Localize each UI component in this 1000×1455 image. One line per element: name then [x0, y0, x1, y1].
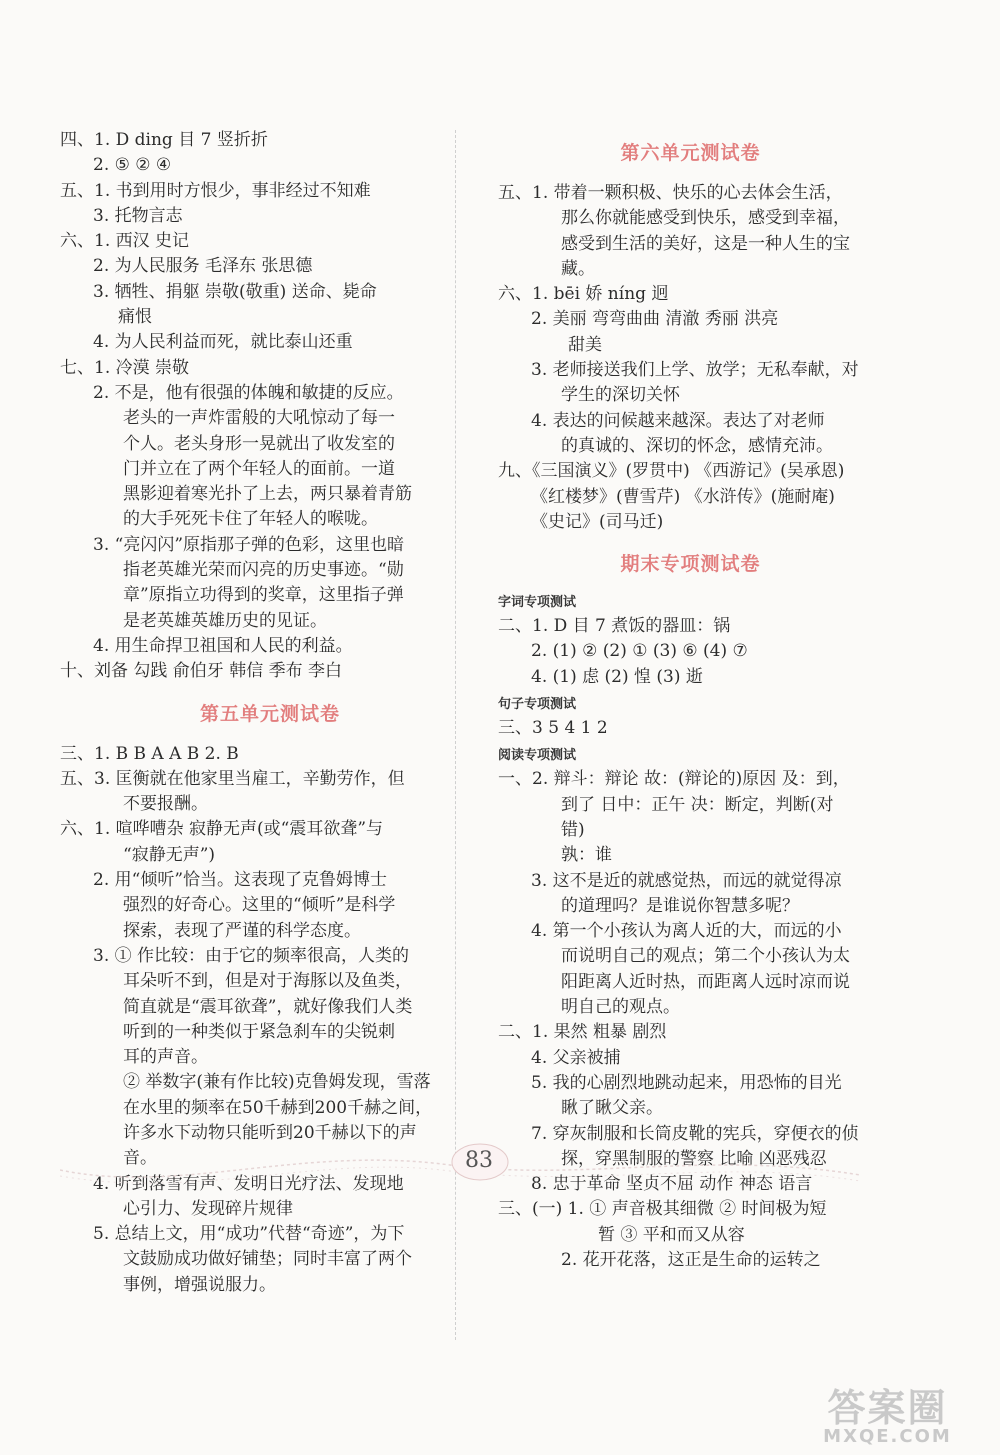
- answer-line: 3. ① 作比较：由于它的频率很高，人类的: [93, 945, 410, 966]
- answer-line: 《史记》(司马迁): [531, 511, 664, 532]
- section-title-final: 期末专项测试卷: [620, 553, 761, 576]
- answer-line: 学生的深切关怀: [561, 385, 680, 406]
- answer-line: 瞅了瞅父亲。: [561, 1098, 663, 1119]
- sub-heading-sentences: 句子专项测试: [498, 697, 577, 713]
- answer-line: 甜美: [568, 334, 602, 355]
- answer-line: 3. “亮闪闪”原指那子弹的色彩，这里也暗: [93, 534, 405, 555]
- answer-line: 耳的声音。: [123, 1047, 208, 1068]
- answer-line: 章”原指立功得到的奖章，这里指子弹: [123, 585, 404, 606]
- answer-line: 不要报酬。: [123, 794, 208, 815]
- answer-line: 3. 托物言志: [93, 205, 183, 226]
- watermark-logo-text: 答案圈: [827, 1386, 948, 1430]
- page-number: 83: [465, 1148, 493, 1173]
- answer-line: 《红楼梦》(曹雪芹) 《水浒传》(施耐庵): [531, 486, 835, 507]
- site-watermark: [800, 1388, 975, 1448]
- answer-line: 的大手死死卡住了年轻人的喉咙。: [123, 509, 378, 530]
- answer-line: 音。: [123, 1148, 157, 1169]
- answer-line: 8. 忠于革命 坚贞不屈 动作 神态 语言: [531, 1174, 813, 1195]
- answer-line: 4. 用生命捍卫祖国和人民的利益。: [93, 635, 353, 656]
- answer-line: 事例，增强说服力。: [123, 1274, 276, 1295]
- answer-line: 2. 花开花落，这正是生命的运转之: [561, 1249, 821, 1270]
- answer-line: 2. 用“倾听”恰当。这表现了克鲁姆博士: [93, 870, 388, 891]
- sub-heading-words: 字词专项测试: [498, 595, 577, 611]
- answer-line: 3. 这不是近的就感觉热，而远的就觉得凉: [531, 870, 842, 891]
- answer-line: 4. 第一个小孩认为离人近的大，而远的小: [531, 921, 842, 942]
- answer-line: 一、2. 辩斗：辩论 故：(辩论的)原因 及：到，: [498, 769, 850, 790]
- answer-line: “寂静无声”): [123, 844, 216, 865]
- answer-line: 5. 总结上文，用“成功”代替“奇迹”，为下: [93, 1224, 405, 1245]
- answer-line: ② 举数字(兼有作比较)克鲁姆发现，雪落: [123, 1072, 431, 1093]
- answer-line: 强烈的好奇心。这里的“倾听”是科学: [123, 895, 396, 916]
- answer-line: 指老英雄光荣而闪亮的历史事迹。“勋: [123, 560, 404, 581]
- answer-line: 的道理吗？是谁说你智慧多呢？: [561, 895, 799, 916]
- answer-line: 探索，表现了严谨的科学态度。: [123, 920, 361, 941]
- answer-line: 2. 不是，他有很强的体魄和敏捷的反应。: [93, 382, 404, 403]
- section-title-unit6: 第六单元测试卷: [620, 142, 761, 164]
- answer-line: 二、1. D 目 7 煮饭的器皿：锅: [498, 616, 731, 637]
- answer-line: 4. (1) 虑 (2) 惶 (3) 逝: [531, 666, 703, 687]
- answer-line: 个人。老头身形一晃就出了收发室的: [123, 433, 395, 454]
- answer-line: 五、3. 匡衡就在他家里当雇工，辛勤劳作，但: [60, 768, 405, 789]
- sub-heading-reading: 阅读专项测试: [498, 748, 577, 764]
- answer-line: 三、(一) 1. ① 声音极其细微 ② 时间极为短: [498, 1199, 827, 1220]
- left-column: [60, 128, 480, 1298]
- answer-line: 4. 父亲被捕: [531, 1047, 621, 1068]
- answer-line: 痛恨: [118, 307, 152, 328]
- watermark-url: MXQE.COM: [823, 1426, 952, 1447]
- answer-line: 而说明自己的观点；第二个小孩认为太: [561, 946, 850, 967]
- answer-line: 的真诚的、深切的怀念，感情充沛。: [561, 435, 833, 456]
- answer-line: 藏。: [561, 258, 595, 279]
- answer-line: 到了 日中：正午 决：断定，判断(对: [561, 794, 834, 815]
- answer-line: 4. 为人民利益而死，就比泰山还重: [93, 332, 353, 353]
- section-title-unit5: 第五单元测试卷: [199, 702, 340, 725]
- answer-line: 六、1. bēi 娇 níng 迥: [498, 284, 669, 305]
- answer-line: 七、1. 冷漠 崇敬: [60, 357, 190, 378]
- answer-line: 门并立在了两个年轻人的面前。一道: [123, 458, 395, 479]
- answer-line: 三、3 5 4 1 2: [498, 718, 608, 739]
- answer-line: 三、1. B B A A B 2. B: [60, 743, 239, 764]
- answer-line: 暂 ③ 平和而又从容: [598, 1224, 745, 1245]
- answer-line: 四、1. D ding 目 7 竖折折: [60, 130, 268, 150]
- answer-line: 心引力、发现碎片规律: [123, 1198, 293, 1219]
- answer-line: 阳距离人近时热，而距离人远时凉而说: [561, 971, 850, 992]
- answer-line: 明自己的观点。: [561, 997, 680, 1018]
- answer-line: 六、1. 西汉 史记: [60, 231, 190, 252]
- answer-line: 六、1. 喧哗嘈杂 寂静无声(或“震耳欲聋”与: [60, 819, 384, 840]
- answer-line: 五、1. 带着一颗积极、快乐的心去体会生活，: [498, 183, 843, 203]
- answer-line: 简直就是“震耳欲聋”，就好像我们人类: [123, 996, 413, 1017]
- answer-line: 二、1. 果然 粗暴 剧烈: [498, 1022, 667, 1043]
- answer-line: 许多水下动物只能听到20千赫以下的声: [123, 1122, 417, 1143]
- answer-line: 那么你就能感受到快乐，感受到幸福，: [561, 208, 850, 229]
- answer-line: 文鼓励成功做好铺垫；同时丰富了两个: [123, 1249, 412, 1270]
- answer-line: 老头的一声炸雷般的大吼惊动了每一: [123, 408, 395, 429]
- right-column: [498, 138, 883, 1273]
- answer-line: 3. 牺牲、捐躯 崇敬(敬重) 送命、毙命: [93, 281, 377, 302]
- answer-line: 听到的一种类似于紧急刹车的尖锐刺: [123, 1021, 395, 1042]
- answer-line: 错): [561, 819, 585, 840]
- answer-line: 2. (1) ② (2) ① (3) ⑥ (4) ⑦: [531, 641, 748, 662]
- answer-line: 九、《三国演义》(罗贯中) 《西游记》(吴承恩): [498, 461, 845, 482]
- answer-line: 2. 为人民服务 毛泽东 张思德: [93, 256, 313, 277]
- answer-line: 五、1. 书到用时方恨少，事非经过不知难: [60, 180, 371, 201]
- answer-line: 是老英雄英雄历史的见证。: [123, 610, 327, 631]
- answer-line: 5. 我的心剧烈地跳动起来，用恐怖的目光: [531, 1072, 842, 1093]
- answer-line: 十、刘备 勾践 俞伯牙 韩信 季布 李白: [60, 661, 343, 682]
- answer-line: 4. 表达的问候越来越深。表达了对老师: [531, 410, 825, 431]
- answer-line: 耳朵听不到，但是对于海豚以及鱼类，: [123, 971, 412, 992]
- answer-line: 2. 美丽 弯弯曲曲 清澈 秀丽 洪亮: [531, 309, 779, 330]
- answer-line: 孰：谁: [561, 845, 612, 866]
- answer-line: 感受到生活的美好，这是一种人生的宝: [561, 233, 850, 254]
- answer-line: 7. 穿灰制服和长筒皮靴的宪兵，穿便衣的侦: [531, 1123, 859, 1144]
- answer-line: 2. ⑤ ② ④: [93, 155, 172, 176]
- answer-line: 4. 听到落雪有声、发明日光疗法、发现地: [93, 1173, 404, 1194]
- answer-line: 在水里的频率在50千赫到200千赫之间，: [123, 1097, 433, 1118]
- answer-line: 3. 老师接送我们上学、放学；无私奉献，对: [531, 360, 859, 381]
- answer-line: 探，穿黑制服的警察 比喻 凶恶残忍: [561, 1148, 827, 1169]
- answer-line: 黑影迎着寒光扑了上去，两只暴着青筋: [123, 484, 412, 505]
